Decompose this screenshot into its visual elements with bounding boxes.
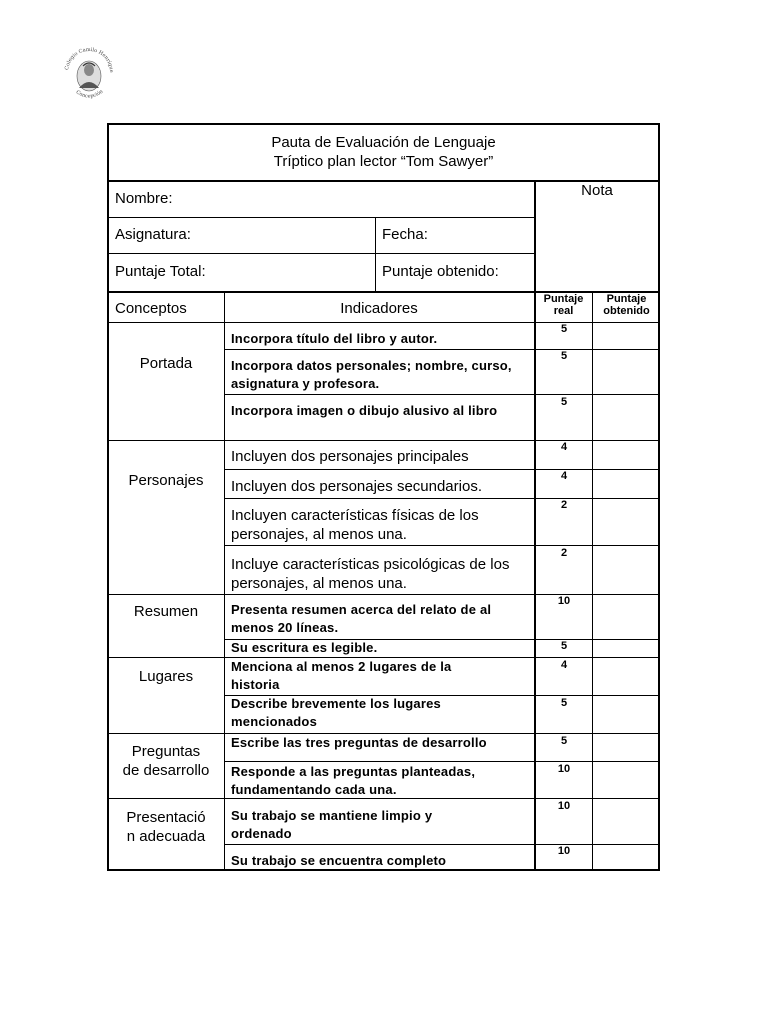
points-value: 10 bbox=[557, 845, 571, 857]
points-value: 4 bbox=[560, 659, 568, 671]
indicator-text: Responde a las preguntas planteadas, fundamentando cada una. bbox=[231, 764, 476, 797]
asignatura-label: Asignatura: bbox=[115, 226, 191, 243]
points-value: 10 bbox=[557, 595, 571, 607]
conceptos-header: Conceptos bbox=[115, 300, 187, 317]
points-value: 5 bbox=[560, 735, 568, 747]
rule bbox=[224, 291, 225, 871]
logo-text-top: Colegio Camilo Henríque bbox=[64, 46, 115, 73]
school-logo bbox=[60, 42, 118, 104]
indicator-text: Incluyen dos personajes principales bbox=[231, 448, 469, 465]
points-value: 5 bbox=[560, 640, 568, 652]
nombre-label: Nombre: bbox=[115, 190, 173, 207]
points-value: 5 bbox=[560, 323, 568, 335]
rule bbox=[592, 291, 593, 871]
concept-portada: Portada bbox=[139, 355, 193, 372]
rule bbox=[375, 217, 376, 291]
concept-resumen: Resumen bbox=[133, 603, 199, 620]
indicator-text: Su trabajo se encuentra completo bbox=[231, 853, 447, 868]
concept-presentacion-line-1: Presentació bbox=[126, 809, 206, 826]
title-line-1: Pauta de Evaluación de Lenguaje bbox=[271, 134, 496, 151]
indicator-text: Incorpora imagen o dibujo alusivo al libro bbox=[231, 403, 498, 418]
rule bbox=[224, 469, 660, 470]
concept-presentacion-line-2: n adecuada bbox=[126, 828, 206, 845]
rule bbox=[107, 253, 535, 254]
puntaje-real-header bbox=[535, 293, 592, 317]
concept-preguntas-line-1: Preguntas bbox=[131, 743, 201, 760]
rule bbox=[224, 394, 660, 395]
rule bbox=[224, 844, 660, 845]
fecha-label: Fecha: bbox=[382, 226, 428, 243]
logo-text-bottom: Concepción bbox=[74, 88, 105, 100]
indicadores-header: Indicadores bbox=[340, 300, 418, 317]
title-line-2: Tríptico plan lector “Tom Sawyer” bbox=[273, 153, 494, 170]
indicator-text: Su trabajo se mantiene limpio y ordenado bbox=[231, 808, 433, 841]
indicator-text: Incorpora título del libro y autor. bbox=[231, 331, 438, 346]
concept-preguntas bbox=[109, 742, 223, 780]
puntaje-obtenido-line-2: obtenido bbox=[603, 305, 650, 317]
indicator-text: Su escritura es legible. bbox=[231, 640, 378, 655]
indicator-text: Incluyen características físicas de los personajes, al menos una. bbox=[231, 507, 479, 543]
puntaje-obtenido-header bbox=[593, 293, 660, 317]
rule bbox=[224, 498, 660, 499]
concept-preguntas-line-2: de desarrollo bbox=[122, 762, 210, 779]
puntaje-obtenido-label: Puntaje obtenido: bbox=[382, 263, 499, 280]
concept-presentacion bbox=[109, 808, 223, 846]
points-value: 4 bbox=[560, 441, 568, 453]
indicator-text: Escribe las tres preguntas de desarrollo bbox=[231, 735, 487, 750]
points-value: 5 bbox=[560, 396, 568, 408]
rule bbox=[224, 761, 660, 762]
puntaje-real-line-2: real bbox=[553, 305, 574, 317]
points-value: 5 bbox=[560, 697, 568, 709]
indicator-text: Describe brevemente los lugares mencionados bbox=[231, 696, 441, 729]
puntaje-total-label: Puntaje Total: bbox=[115, 263, 206, 280]
points-value: 4 bbox=[560, 470, 568, 482]
rule bbox=[107, 217, 535, 218]
indicator-text: Presenta resumen acerca del relato de al menos 20 líneas. bbox=[231, 602, 492, 635]
rule bbox=[224, 349, 660, 350]
puntaje-real-line-1: Puntaje bbox=[543, 293, 584, 305]
rule bbox=[224, 545, 660, 546]
indicator-text: Incluye características psicológicas de los personajes, al menos una. bbox=[231, 556, 510, 592]
concept-lugares: Lugares bbox=[138, 668, 194, 685]
indicator-text: Incorpora datos personales; nombre, curso, asignatura y profesora. bbox=[231, 358, 512, 391]
nota-label: Nota bbox=[581, 182, 613, 199]
indicator-text: Incluyen dos personajes secundarios. bbox=[231, 478, 482, 495]
points-value: 10 bbox=[557, 763, 571, 775]
points-value: 5 bbox=[560, 350, 568, 362]
points-value: 2 bbox=[560, 499, 568, 511]
puntaje-obtenido-line-1: Puntaje bbox=[606, 293, 647, 305]
indicator-text: Menciona al menos 2 lugares de la historia bbox=[231, 659, 452, 692]
concept-personajes: Personajes bbox=[128, 472, 204, 489]
points-value: 2 bbox=[560, 547, 568, 559]
points-value: 10 bbox=[557, 800, 571, 812]
